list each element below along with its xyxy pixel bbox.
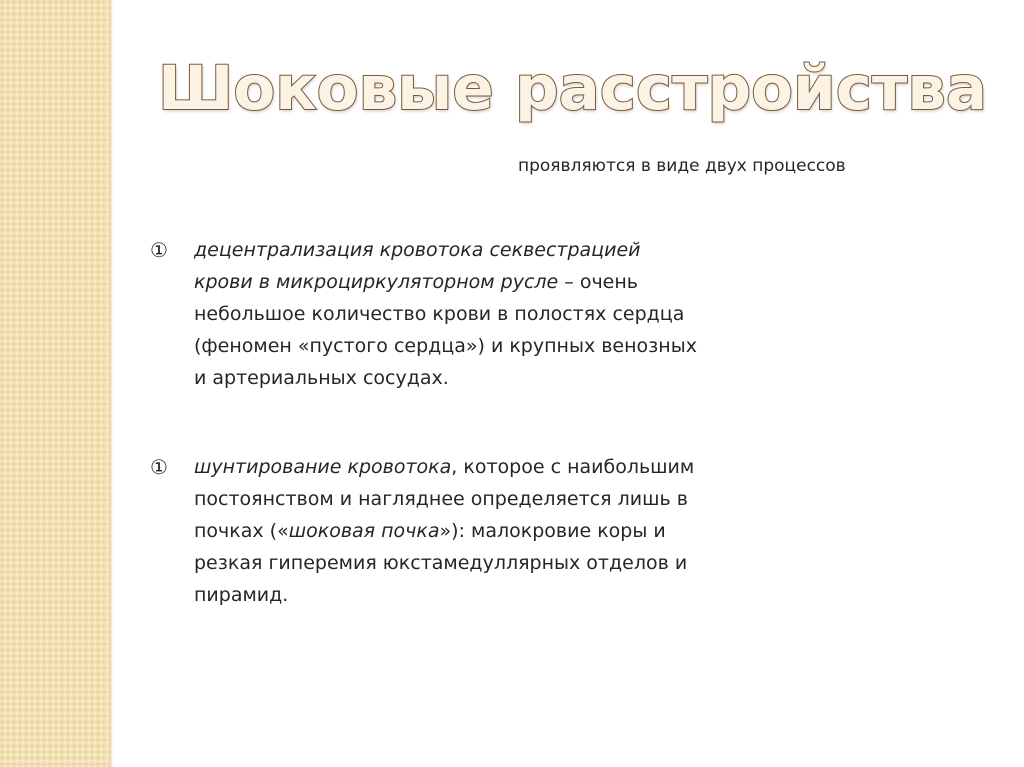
list-item-emphasis-inline: шоковая почка [288,520,440,542]
list-item-body-end: »): малокровие коры и резкая гиперемия юкстамедуллярных отделов и пирамид. [194,520,688,606]
side-band-edge [110,0,113,767]
list-item-emphasis: децентрализация кровотока секвестрацией крови в микроциркуляторном русле [194,239,641,293]
circled-one-bullet-icon: ① [150,455,168,479]
list-item-body: – очень небольшое количество крови в полостях сердца (феномен «пустого сердца») и крупных венозных и артериальных сосудах. [194,271,697,389]
decorative-side-band [0,0,110,767]
circled-one-bullet-icon: ① [150,238,168,262]
slide-title: Шоковые расстройства [158,53,988,124]
slide-subtitle: проявляются в виде двух процессов [518,156,846,176]
list-item-text [194,451,704,611]
list-item-emphasis: шунтирование кровотока [194,456,452,478]
list-item-body: , которое с наибольшим постоянством и нагляднее определяется лишь в почках (« [194,456,695,542]
list-item-text [194,234,704,394]
